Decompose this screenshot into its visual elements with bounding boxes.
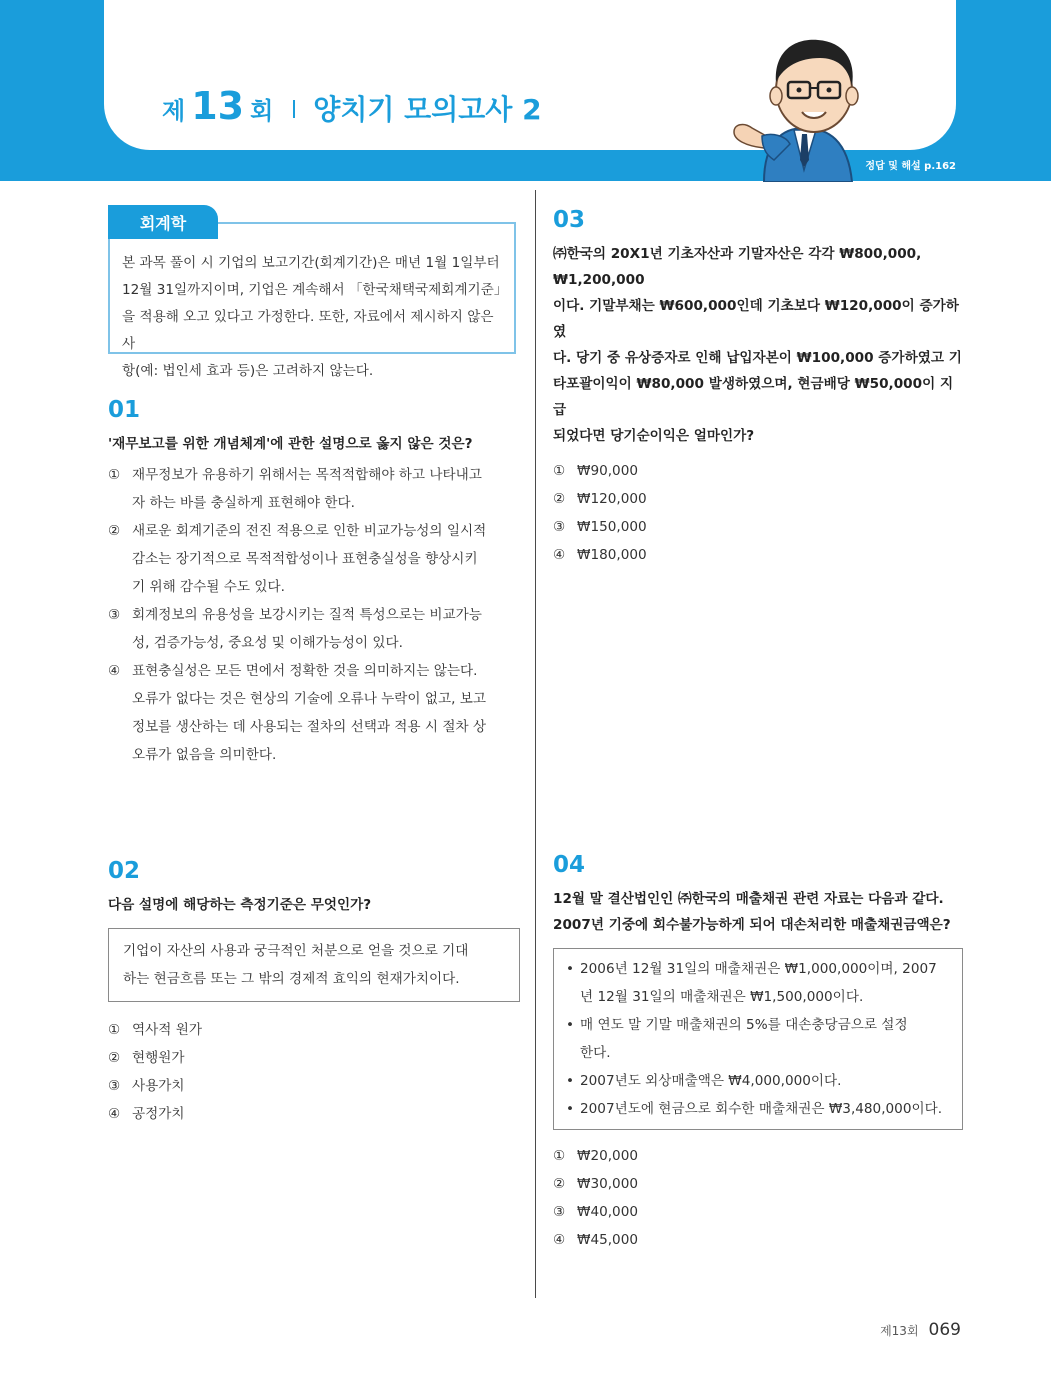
page-title — [162, 84, 542, 134]
data-line: 2007년도에 현금으로 회수한 매출채권은 ₩3,480,000이다. — [580, 1101, 943, 1117]
option-3[interactable] — [108, 1072, 520, 1100]
question-text: '재무보고를 위한 개념체계'에 관한 설명으로 옳지 않은 것은? — [108, 436, 473, 452]
option-text: ₩90,000 — [577, 463, 639, 479]
question-03 — [553, 207, 965, 569]
option-marker: ② — [553, 1176, 566, 1192]
bullet-icon: • — [566, 1101, 575, 1117]
option-4[interactable] — [553, 541, 965, 569]
option-line: 재무정보가 유용하기 위해서는 목적적합해야 하고 나타내고 — [132, 467, 482, 483]
option-line: 회계정보의 유용성을 보강시키는 질적 특성으로는 비교가능 — [132, 607, 482, 623]
notice-text — [122, 250, 508, 385]
option-marker: ① — [108, 467, 121, 483]
footer-label: 제13회 — [880, 1324, 919, 1338]
option-text: 사용가치 — [132, 1078, 185, 1094]
option-marker: ① — [108, 1022, 121, 1038]
option-text: ₩40,000 — [577, 1204, 639, 1220]
option-marker: ④ — [553, 1232, 566, 1248]
option-marker: ③ — [553, 1204, 566, 1220]
option-line: 오류가 없다는 것은 현상의 기술에 오류나 누락이 없고, 보고 — [132, 691, 487, 707]
answer-reference: 정답 및 해설 p.162 — [865, 161, 956, 172]
question-line: 이다. 기말부채는 ₩600,000인데 기초보다 ₩120,000이 증가하였 — [553, 298, 959, 340]
data-box — [553, 948, 963, 1130]
option-text: 공정가치 — [132, 1106, 185, 1122]
option-3[interactable] — [108, 601, 520, 657]
option-text: ₩30,000 — [577, 1176, 639, 1192]
option-2[interactable] — [108, 517, 520, 601]
data-item — [566, 955, 950, 1011]
question-number: 01 — [108, 397, 141, 423]
option-2[interactable] — [553, 1170, 963, 1198]
option-marker: ④ — [108, 1106, 121, 1122]
option-1[interactable] — [553, 457, 965, 485]
title-prefix: 제 — [162, 97, 186, 125]
option-text: 현행원가 — [132, 1050, 185, 1066]
option-1[interactable] — [108, 461, 520, 517]
question-01 — [108, 397, 520, 769]
option-1[interactable] — [108, 1016, 520, 1044]
notice-line: 을 적용해 오고 있다고 가정한다. 또한, 자료에서 제시하지 않은 사 — [122, 309, 494, 352]
question-line: 12월 말 결산법인인 ㈜한국의 매출채권 관련 자료는 다음과 같다. — [553, 891, 944, 907]
option-marker: ③ — [108, 1078, 121, 1094]
bullet-icon: • — [566, 1017, 575, 1033]
title-number: 13 — [191, 84, 245, 128]
question-number: 04 — [553, 852, 586, 878]
data-line: 2006년 12월 31일의 매출채권은 ₩1,000,000이며, 2007 — [580, 961, 937, 977]
title-separator — [293, 100, 295, 118]
data-item — [566, 1011, 950, 1067]
question-line: ㈜한국의 20X1년 기초자산과 기말자산은 각각 ₩800,000, ₩1,200,000 — [553, 246, 922, 288]
question-line: 다. 당기 중 유상증자로 인해 납입자본이 ₩100,000 증가하였고 기 — [553, 350, 962, 366]
option-text: ₩120,000 — [577, 491, 647, 507]
option-line: 표현충실성은 모든 면에서 정확한 것을 의미하지는 않는다. — [132, 663, 478, 679]
option-2[interactable] — [108, 1044, 520, 1072]
option-marker: ③ — [553, 519, 566, 535]
question-number: 03 — [553, 207, 586, 233]
notice-line: 12월 31일까지이며, 기업은 계속해서 「한국채택국제회계기준」 — [122, 282, 508, 298]
option-marker: ② — [108, 523, 121, 539]
bullet-icon: • — [566, 961, 575, 977]
option-3[interactable] — [553, 513, 965, 541]
question-number: 02 — [108, 858, 141, 884]
option-marker: ① — [553, 463, 566, 479]
option-line: 새로운 회계기준의 전진 적용으로 인한 비교가능성의 일시적 — [132, 523, 487, 539]
option-4[interactable] — [553, 1226, 963, 1254]
title-suffix: 회 — [250, 97, 274, 125]
option-marker: ④ — [553, 547, 566, 563]
teacher-character-icon — [724, 20, 884, 182]
data-item — [566, 1067, 950, 1095]
option-1[interactable] — [553, 1142, 963, 1170]
box-line: 하는 현금흐름 또는 그 밖의 경제적 효익의 현재가치이다. — [123, 971, 460, 987]
column-divider — [535, 190, 536, 1298]
question-line: 되었다면 당기순이익은 얼마인가? — [553, 428, 755, 444]
question-text — [553, 241, 965, 449]
option-3[interactable] — [553, 1198, 963, 1226]
notice-line: 항(예: 법인세 효과 등)은 고려하지 않는다. — [122, 363, 374, 379]
option-line: 기 위해 감수될 수도 있다. — [132, 579, 285, 595]
data-line: 한다. — [580, 1045, 611, 1061]
option-text: 역사적 원가 — [132, 1022, 202, 1038]
question-04 — [553, 852, 963, 1254]
option-4[interactable] — [108, 1100, 520, 1128]
question-line: 2007년 기중에 회수불가능하게 되어 대손처리한 매출채권금액은? — [553, 917, 951, 933]
option-text: ₩45,000 — [577, 1232, 639, 1248]
data-line: 년 12월 31일의 매출채권은 ₩1,500,000이다. — [580, 989, 864, 1005]
subject-tab: 회계학 — [108, 205, 218, 239]
data-line: 매 연도 말 기말 매출채권의 5%를 대손충당금으로 설정 — [580, 1017, 908, 1033]
option-text: ₩180,000 — [577, 547, 647, 563]
page-footer — [880, 1320, 961, 1340]
option-line: 자 하는 바를 충실하게 표현해야 한다. — [132, 495, 355, 511]
notice-line: 본 과목 풀이 시 기업의 보고기간(회계기간)은 매년 1월 1일부터 — [122, 255, 500, 271]
option-line: 감소는 장기적으로 목적적합성이나 표현충실성을 향상시키 — [132, 551, 478, 567]
question-text: 다음 설명에 해당하는 측정기준은 무엇인가? — [108, 897, 372, 913]
option-marker: ② — [108, 1050, 121, 1066]
bullet-icon: • — [566, 1073, 575, 1089]
option-line: 오류가 없음을 의미한다. — [132, 747, 277, 763]
option-2[interactable] — [553, 485, 965, 513]
option-line: 성, 검증가능성, 중요성 및 이해가능성이 있다. — [132, 635, 403, 651]
question-02 — [108, 858, 520, 1128]
option-marker: ③ — [108, 607, 121, 623]
title-main: 양치기 모의고사 2 — [313, 93, 542, 126]
page-number: 069 — [928, 1320, 961, 1340]
option-marker: ④ — [108, 663, 121, 679]
option-text: ₩20,000 — [577, 1148, 639, 1164]
data-line: 2007년도 외상매출액은 ₩4,000,000이다. — [580, 1073, 842, 1089]
option-marker: ① — [553, 1148, 566, 1164]
box-line: 기업이 자산의 사용과 궁극적인 처분으로 얻을 것으로 기대 — [123, 943, 469, 959]
data-item — [566, 1095, 950, 1123]
option-text: ₩150,000 — [577, 519, 647, 535]
option-marker: ② — [553, 491, 566, 507]
option-4[interactable] — [108, 657, 520, 769]
question-line: 타포괄이익이 ₩80,000 발생하였으며, 현금배당 ₩50,000이 지급 — [553, 376, 954, 418]
option-line: 정보를 생산하는 데 사용되는 절차의 선택과 적용 시 절차 상 — [132, 719, 487, 735]
question-text — [553, 886, 963, 938]
definition-box — [108, 928, 520, 1002]
